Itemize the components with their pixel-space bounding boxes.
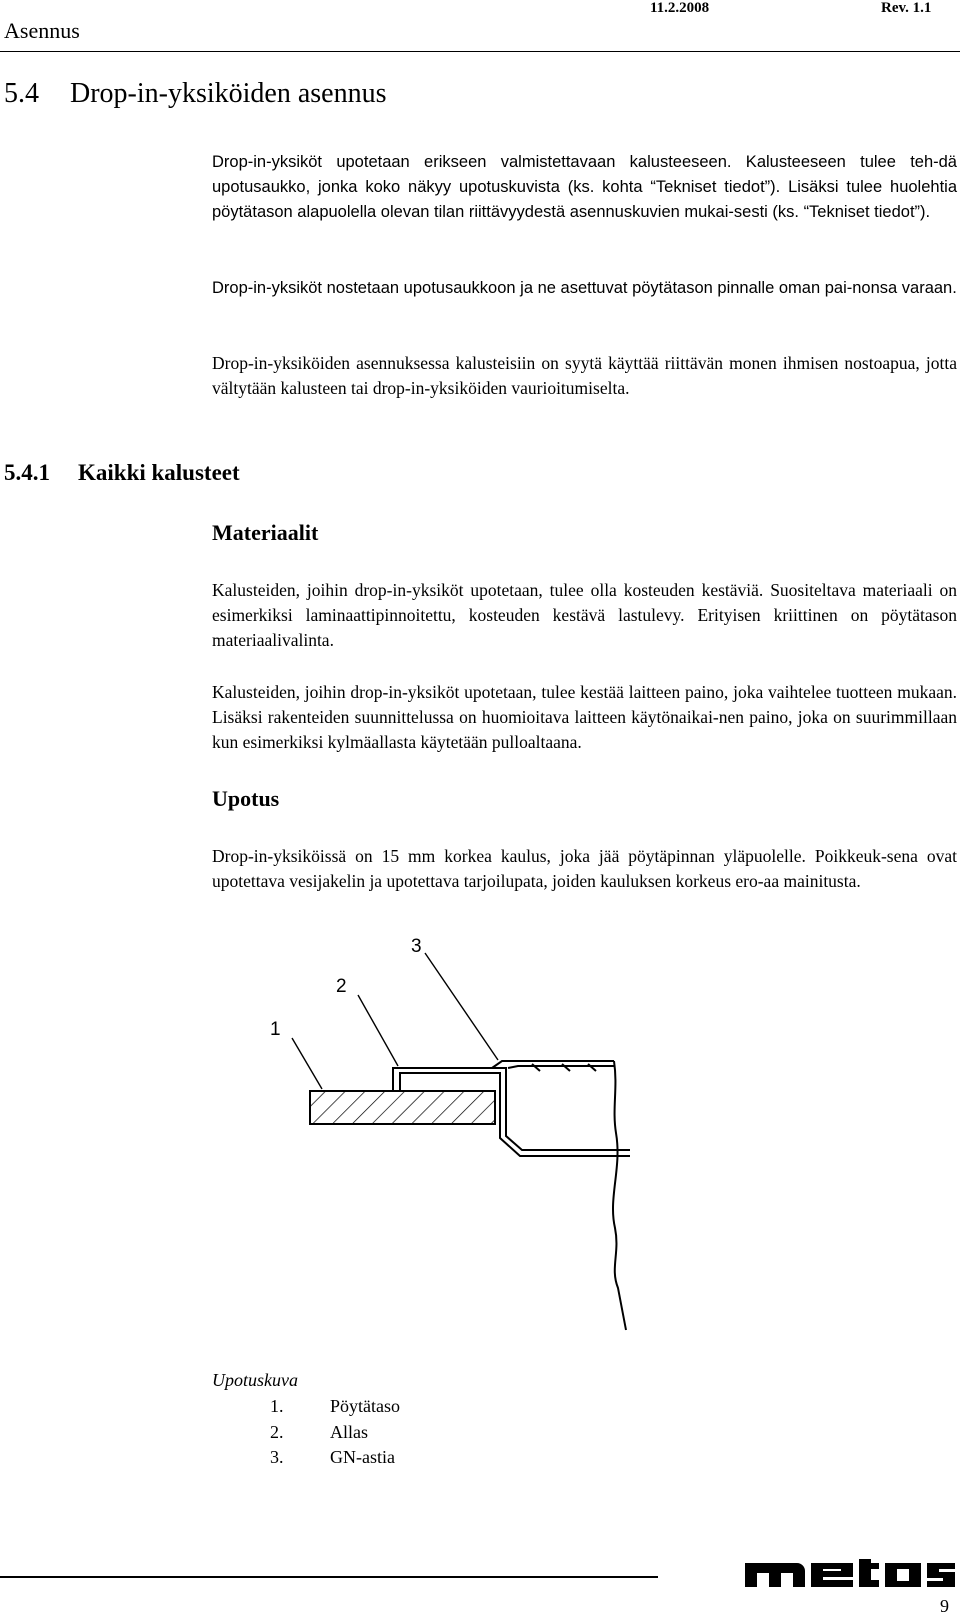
section-number: 5.4 [4,78,39,109]
materials-paragraph-2: Kalusteiden, joihin drop-in-yksiköt upotetaan, tulee kestää laitteen paino, joka vaihtelee tuotteen mukaan. Lisäksi rakenteiden suunnittelussa on huomioitava laitteen käytönaikai-nen paino, joka on suurimmillaan kun esimerkiksi kylmäallasta käytetään pulloaltaana. [212,682,957,752]
section-paragraph-2: Drop-in-yksiköt nostetaan upotusaukkoon ja ne asettuvat pöytätason pinnalle oman pai-nonsa varaan. [212,279,957,297]
legend-item: 2. Allas [270,1421,368,1442]
section-title: Drop-in-yksiköiden asennus [70,78,387,109]
gn-container-profile [492,1061,614,1071]
figure-caption: Upotuskuva [212,1370,298,1390]
legend-item: 1. Pöytätaso [270,1396,400,1416]
footer-rule [0,1576,658,1578]
header-section-title: Asennus [4,18,80,43]
header-date: 11.2.2008 [650,0,710,16]
mounting-paragraph: Drop-in-yksiköissä on 15 mm korkea kaulus, joka jää pöytäpinnan yläpuolelle. Poikkeuk-sena ovat upotettava vesijakelin ja upotettava tarjoilupata, joiden kauluksen korkeus ero-aa mainitusta. [212,846,957,891]
subsection-title: Kaikki kalusteet [78,460,240,485]
legend-item: 3. GN-astia [270,1447,395,1467]
subsection-number: 5.4.1 [4,460,50,485]
metos-logo [745,1559,955,1587]
wall-break-line [613,1061,626,1330]
section-paragraph-1: Drop-in-yksiköt upotetaan erikseen valmistettavaan kalusteeseen. Kalusteeseen tulee teh-dä upotusaukko, jonka koko näkyy upotuskuvista (ks. kohta “Tekniset tiedot”). Lisäksi tulee huolehtia pöytätason alapuolella olevan tilan riittävyydestä asennuskuvien mukai-sesti (ks. “Tekniset tiedot”). [212,153,957,221]
section-paragraph-3: Drop-in-yksiköiden asennuksessa kalusteisiin on syytä käyttää riittävän monen ihmisen nostoapua, jotta vältytään kalusteen tai drop-in-yksiköiden vaurioitumiselta. [212,353,957,398]
header-revision: Rev. 1.1 [881,0,932,16]
mounting-heading: Upotus [212,786,280,811]
section-heading [4,78,387,110]
callout-labels [270,936,422,1040]
header-rule [0,51,960,52]
callout-3: 3 [411,936,422,957]
materials-paragraph-1: Kalusteiden, joihin drop-in-yksiköt upotetaan, tulee olla kosteuden kestäviä. Suositeltava materiaali on esimerkiksi laminaattipinnoitettu, kosteuden kestävä lastulevy. Erityisen kriittinen on pöytätason materiaalivalinta. [212,580,957,650]
countertop [310,1091,495,1124]
mounting-diagram [270,936,670,1348]
callout-2: 2 [336,976,347,997]
figure-legend [270,1394,400,1471]
materials-heading: Materiaalit [212,520,319,545]
subsection-heading [4,460,240,486]
page-number: 9 [940,1596,949,1616]
callout-1: 1 [270,1019,281,1040]
